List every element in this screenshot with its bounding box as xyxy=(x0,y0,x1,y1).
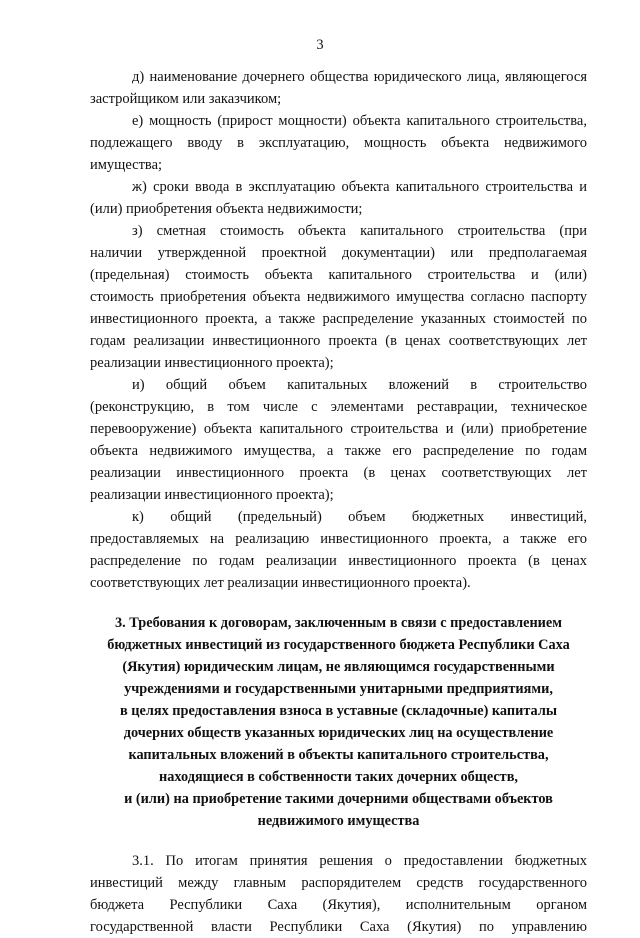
section-heading-line: дочерних обществ указанных юридических лиц на осуществление xyxy=(123,725,554,741)
section-heading-line: и (или) на приобретение такими дочерними обществами объектов xyxy=(124,791,553,807)
section-heading-line: (Якутия) юридическим лицам, не являющимся государственными xyxy=(122,659,555,675)
paragraph-line: подлежащего вводу в эксплуатацию, мощность объекта недвижимого xyxy=(90,135,587,151)
paragraph-line: д) наименование дочернего общества юридического лица, являющегося xyxy=(132,69,587,85)
paragraph-line: стоимость приобретения объекта недвижимого имущества согласно паспорту xyxy=(90,289,587,305)
paragraph-line: (предельная) стоимость объекта капитального строительства и (или) xyxy=(90,267,587,283)
section-heading-line: 3. Требования к договорам, заключенным в связи с предоставлением xyxy=(114,615,563,631)
paragraph-line: реализации инвестиционного проекта); xyxy=(90,487,334,503)
paragraph-line: распределение по годам реализации инвестиционного проекта (в ценах xyxy=(90,553,587,569)
paragraph-line: и) общий объем капитальных вложений в строительство xyxy=(132,377,587,393)
paragraph-line: з) сметная стоимость объекта капитального строительства (при xyxy=(132,223,587,239)
section-heading-line: учреждениями и государственными унитарными предприятиями, xyxy=(124,681,553,697)
paragraph-line: е) мощность (прирост мощности) объекта капитального строительства, xyxy=(132,113,587,129)
paragraph-line: объекта недвижимого имущества, а также его распределение по годам xyxy=(90,443,587,459)
paragraph-line: соответствующих лет реализации инвестиционного проекта). xyxy=(90,575,471,591)
section-heading-line: капитальных вложений в объекты капитального строительства, xyxy=(128,747,549,763)
paragraph-line: реализации инвестиционного проекта); xyxy=(90,355,334,371)
paragraph-line: перевооружение) объекта капитального строительства и (или) приобретение xyxy=(90,421,587,437)
page-number: 3 xyxy=(316,37,324,53)
paragraph-line: 3.1. По итогам принятия решения о предоставлении бюджетных xyxy=(132,853,587,869)
paragraph-line: имущества; xyxy=(90,157,163,173)
paragraph-line: ж) сроки ввода в эксплуатацию объекта капитального строительства и xyxy=(132,179,587,195)
paragraph-line: государственной власти Республики Саха (Якутия) по управлению xyxy=(90,919,587,935)
paragraph-line: предоставляемых на реализацию инвестиционного проекта, а также его xyxy=(90,531,587,547)
section-heading-line: бюджетных инвестиций из государственного бюджета Республики Саха xyxy=(107,637,570,653)
paragraph-line: наличии утвержденной проектной документации) или предполагаемая xyxy=(90,245,587,261)
paragraph-line: инвестиций между главным распорядителем средств государственного xyxy=(90,875,587,891)
paragraph-line: к) общий (предельный) объем бюджетных инвестиций, xyxy=(132,509,587,525)
section-heading-line: в целях предоставления взноса в уставные (складочные) капиталы xyxy=(119,703,558,719)
paragraph-line: годам реализации инвестиционного проекта (в ценах соответствующих лет xyxy=(90,333,587,349)
section-heading-line: находящиеся в собственности таких дочерних обществ, xyxy=(158,769,518,785)
paragraph-line: инвестиционного проекта, а также распределение указанных стоимостей по xyxy=(90,311,587,327)
paragraph-line: (или) приобретения объекта недвижимости; xyxy=(90,201,363,217)
paragraph-line: (реконструкцию, в том числе с элементами реставрации, техническое xyxy=(90,399,587,415)
paragraph-line: бюджета Республики Саха (Якутия), исполнительным органом xyxy=(90,897,587,913)
section-heading-line: недвижимого имущества xyxy=(257,813,420,829)
paragraph-line: застройщиком или заказчиком; xyxy=(90,91,282,107)
paragraph-line: реализации инвестиционного проекта (в ценах соответствующих лет xyxy=(90,465,587,481)
